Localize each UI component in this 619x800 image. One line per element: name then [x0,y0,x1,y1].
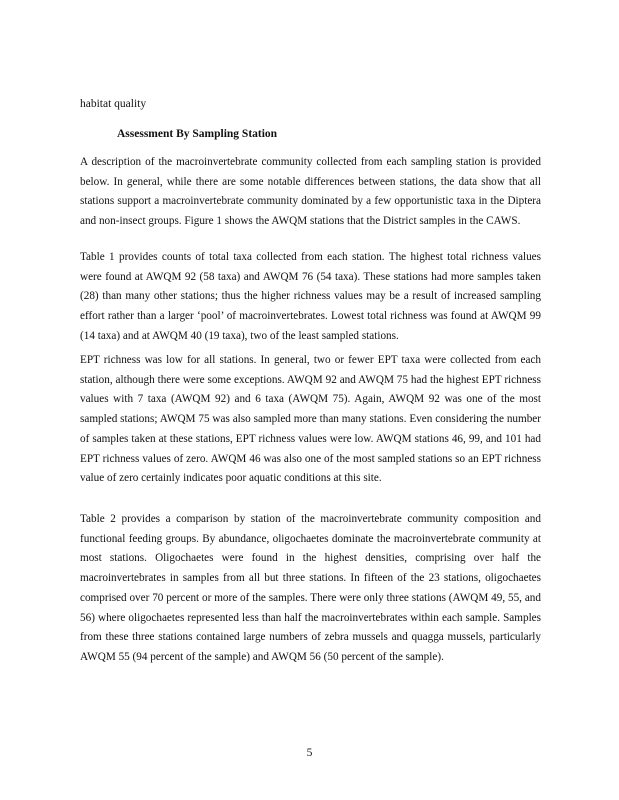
continuation-text: habitat quality [80,98,147,110]
section-heading: Assessment By Sampling Station [117,128,278,140]
page-number: 5 [306,747,313,759]
paragraph-ept-richness: EPT richness was low for all stations. In general, two or fewer EPT taxa were collected from each station, although there were some exceptions. AWQM 92 and AWQM 75 had the highest EPT richness values with 7 taxa (AWQM 92) and 6 taxa (AWQM 75). Again, AWQM 92 was one of the most sampled stations; AWQM 75 was also sampled more than many stations. Even considering the number of samples taken at these stations, EPT richness values were low. AWQM stations 46, 99, and 101 had EPT richness values of zero. AWQM 46 was also one of the most sampled stations so an EPT richness value of zero certainly indicates poor aquatic conditions at this site. [80,354,541,485]
paragraph-station-description: A description of the macroinvertebrate community collected from each sampling station is provided below. In general, while there are some notable differences between stations, the data show that all stations support a macroinvertebrate community dominated by a few opportunistic taxa in the Diptera and non-insect groups. Figure 1 shows the AWQM stations that the District samples in the CAWS. [80,156,541,228]
paragraph-community-composition: Table 2 provides a comparison by station of the macroinvertebrate community composition and functional feeding groups. By abundance, oligochaetes dominate the macroinvertebrate community at most stations. Oligochaetes were found in the highest densities, comprising over half the macroinvertebrates in samples from all but three stations. In fifteen of the 23 stations, oligochaetes comprised over 70 percent or more of the samples. There were only three stations (AWQM 49, 55, and 56) where oligochaetes represented less than half the macroinvertebrates within each sample. Samples from these three stations contained large numbers of zebra mussels and quagga mussels, particularly AWQM 55 (94 percent of the sample) and AWQM 56 (50 percent of the sample). [80,513,541,663]
paragraph-total-taxa: Table 1 provides counts of total taxa collected from each station. The highest total richness values were found at AWQM 92 (58 taxa) and AWQM 76 (54 taxa). These stations had more samples taken (28) than many other stations; thus the higher richness values may be a result of increased sampling effort rather than a larger ‘pool’ of macroinvertebrates. Lowest total richness was found at AWQM 99 (14 taxa) and at AWQM 40 (19 taxa), two of the least sampled stations. [80,251,541,342]
